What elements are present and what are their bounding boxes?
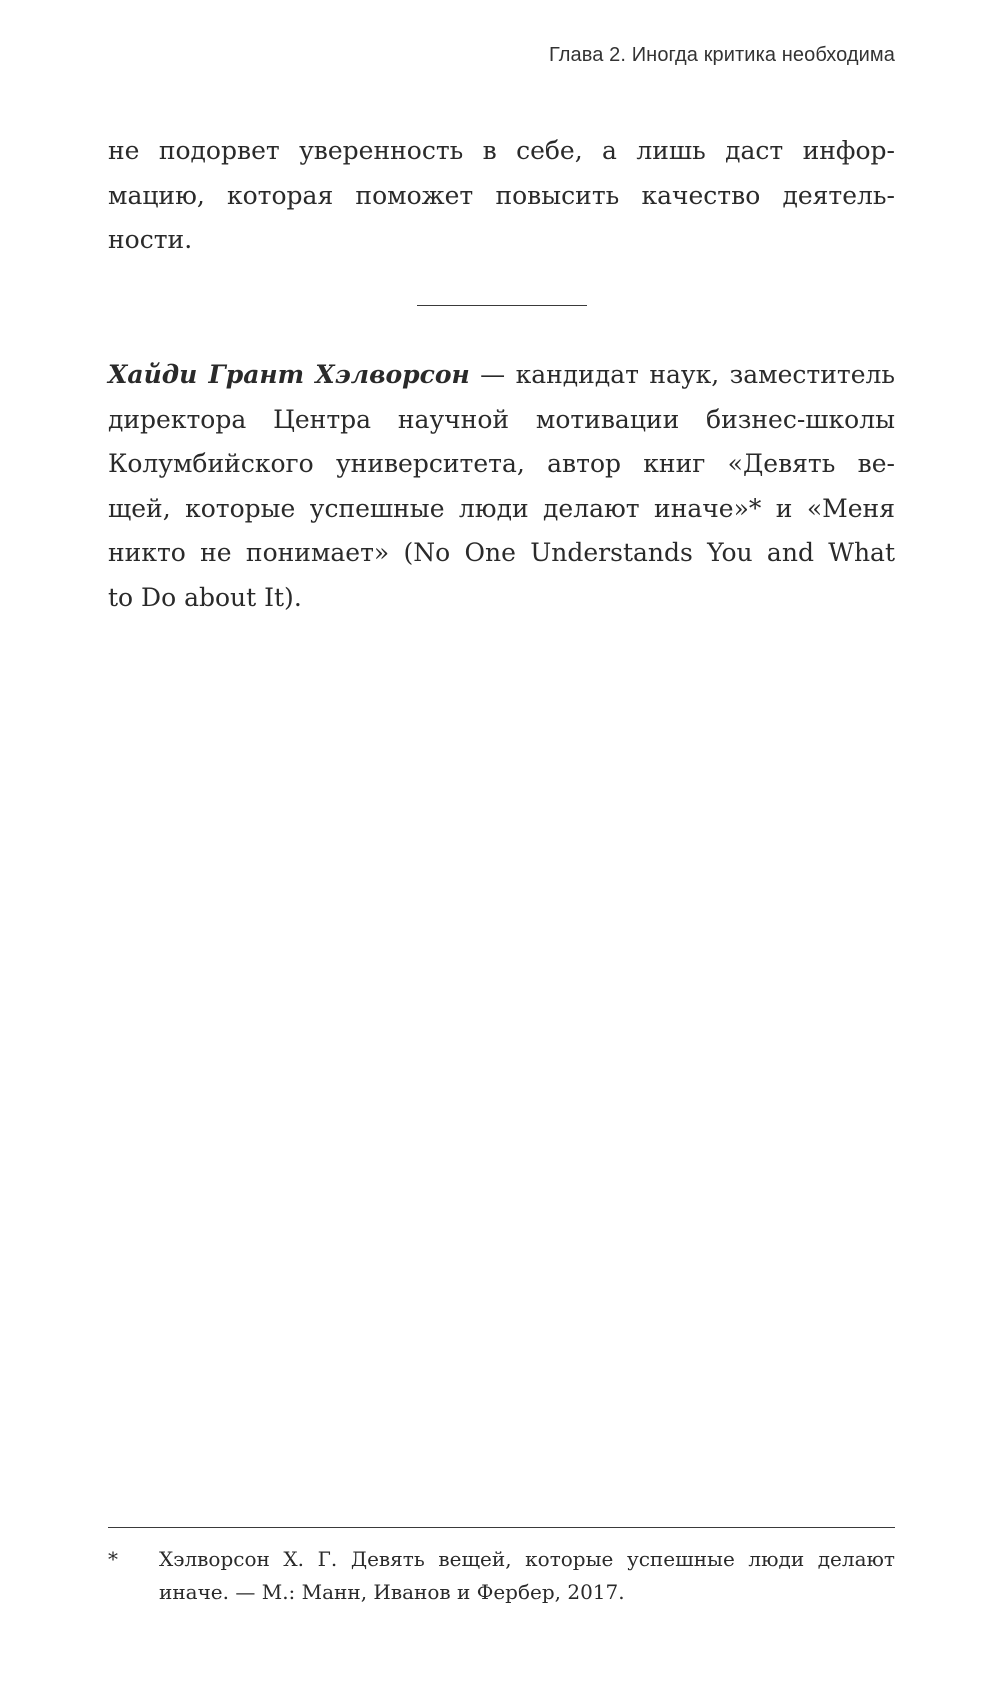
footnote-text [159, 1543, 895, 1609]
paragraph-continuation [108, 129, 895, 263]
author-description: — кандидат наук, заместитель [469, 360, 895, 389]
text-line: to Do about It). [108, 582, 302, 612]
text-line: щей, которые успешные люди делают иначе»* и «Меня [108, 493, 895, 523]
text-line: ности. [108, 225, 193, 254]
text-line [108, 353, 895, 398]
running-header: Глава 2. Иногда критика необходима [548, 44, 895, 66]
author-name: Хайди Грант Хэлворсон [108, 360, 470, 389]
footnote-line: иначе. — М.: Манн, Иванов и Фербер, 2017. [159, 1580, 625, 1604]
text-line: никто не понимает» (No One Understands You and What [108, 538, 895, 567]
text-line: мацию, которая поможет повысить качество деятель- [108, 180, 895, 210]
section-separator [417, 305, 587, 306]
footnote-rule [108, 1527, 895, 1528]
footnote-line: Хэлворсон Х. Г. Девять вещей, которые успешные люди делают [159, 1547, 895, 1571]
text-line: Колумбийского университета, автор книг «Девять ве- [108, 449, 895, 478]
text-line: не подорвет уверенность в себе, а лишь даст инфор- [108, 136, 895, 165]
author-bio-paragraph [108, 353, 895, 620]
footnote-marker: * [108, 1547, 118, 1571]
text-line: директора Центра научной мотивации бизнес-школы [108, 404, 895, 434]
